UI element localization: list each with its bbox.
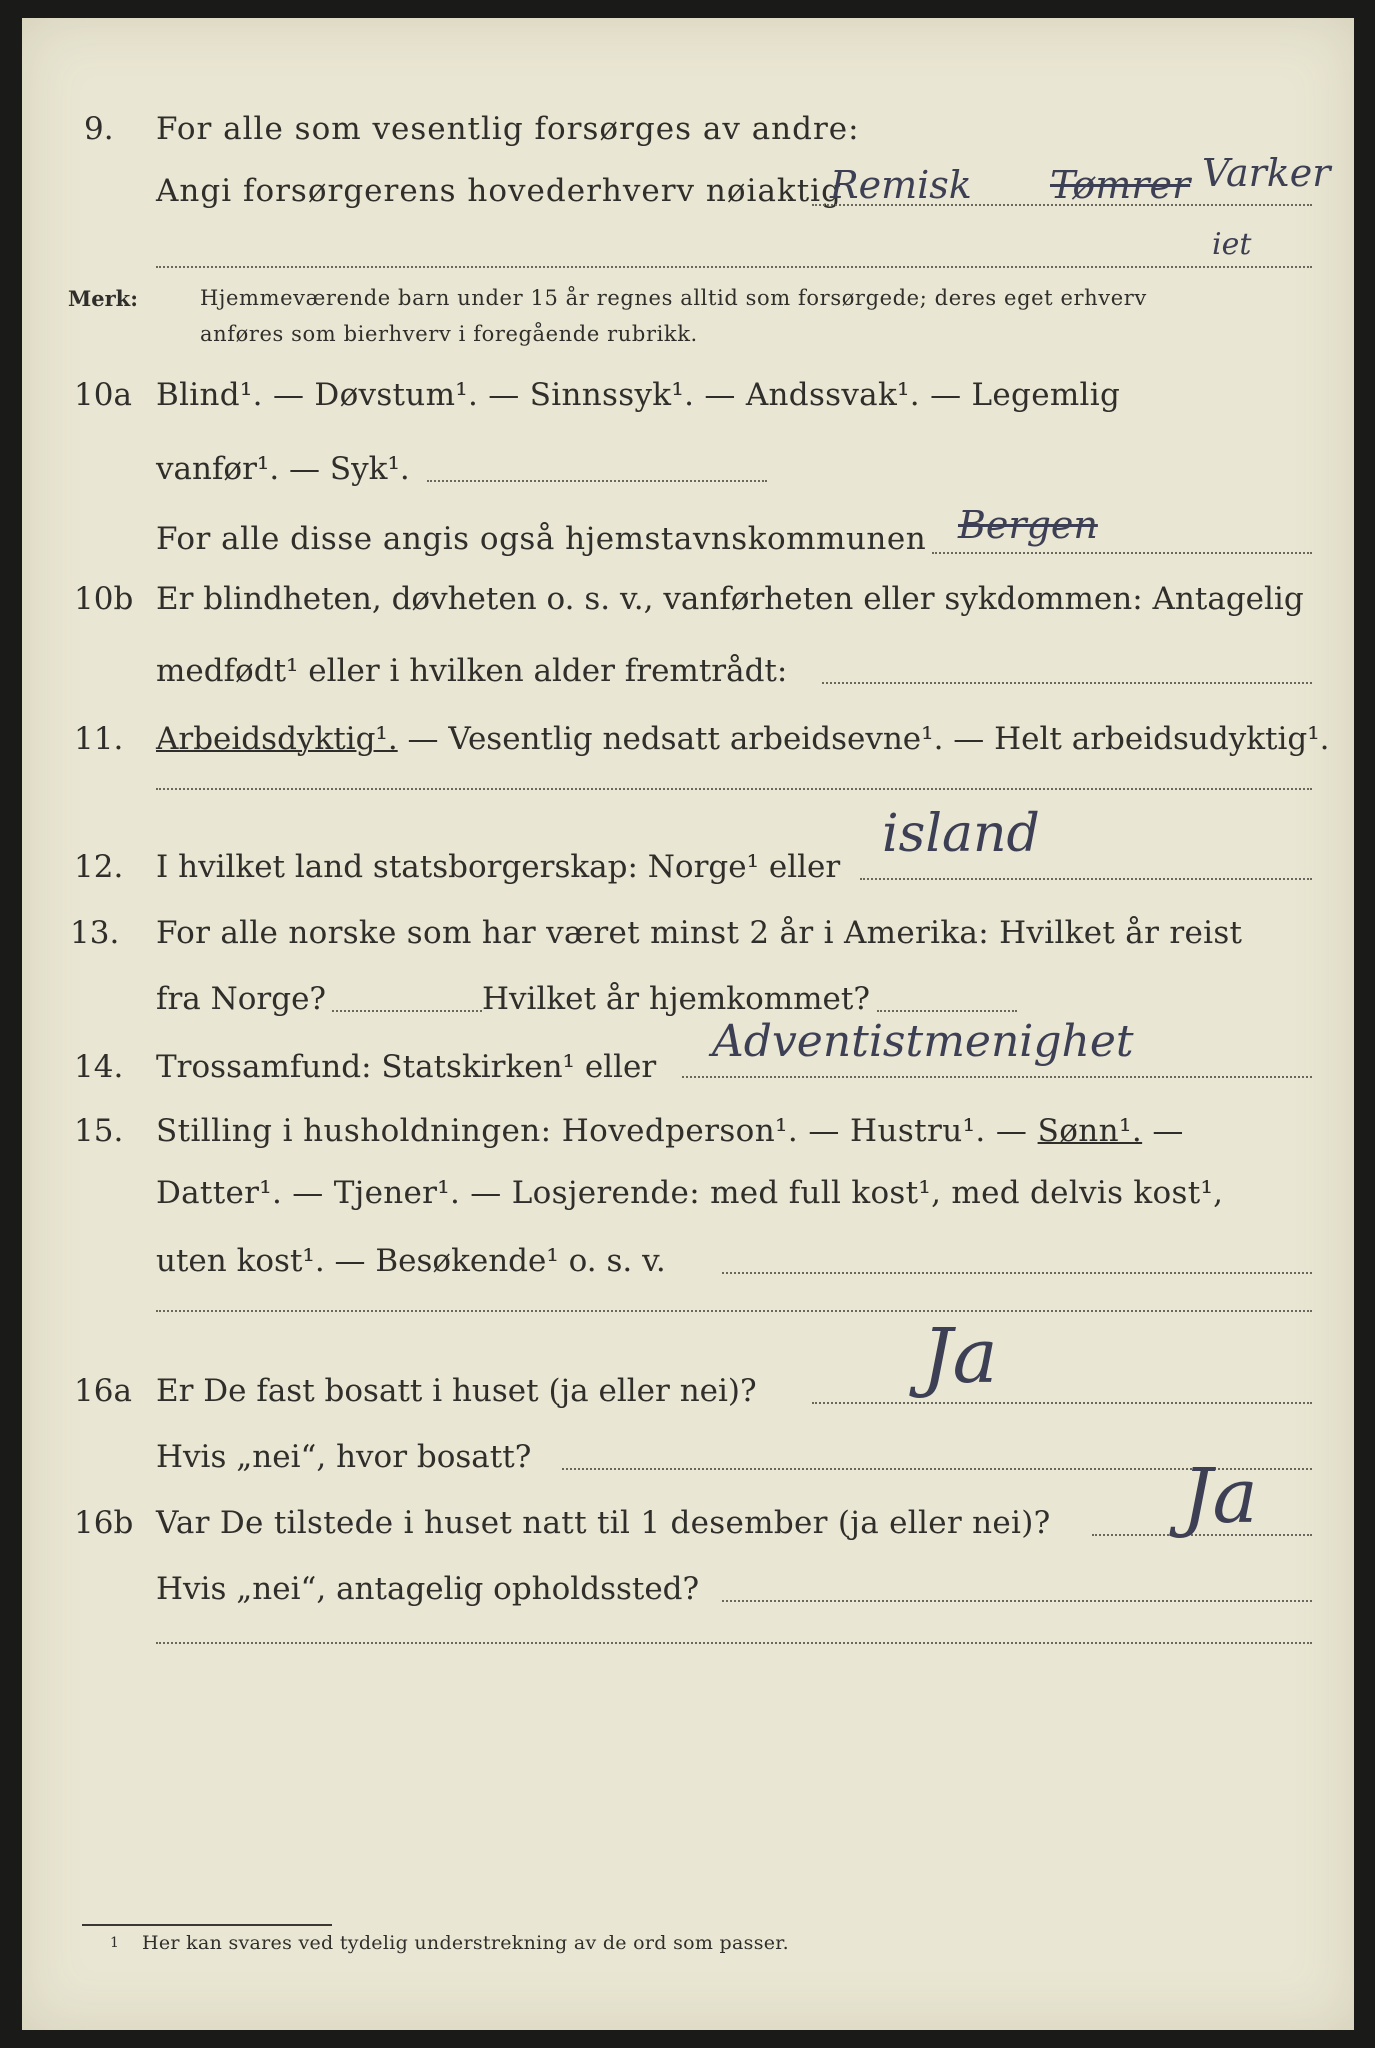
q15-number: 15. — [74, 1113, 124, 1149]
note-line1: Hjemmeværende barn under 15 år regnes alltid som forsørgede; deres eget erhverv — [200, 286, 1147, 310]
q10a-line3: For alle disse angis også hjemstavnskommunen — [156, 521, 927, 557]
q9-answer-a: Remisk — [830, 163, 972, 207]
q11-arbeidsdyktig-selected: Arbeidsdyktig¹. — [156, 721, 398, 757]
census-form-page — [22, 18, 1354, 2030]
q15-line1b: — — [1152, 1113, 1184, 1149]
q14-answer-line — [682, 1076, 1312, 1078]
q9-answer-line-2 — [156, 266, 1312, 268]
q15-answer-line-2 — [156, 1310, 1312, 1312]
q13-reist-line — [332, 1010, 482, 1012]
q15-answer-line — [722, 1272, 1312, 1274]
q13-line2b: Hvilket år hjemkommet? — [482, 981, 870, 1017]
q12-answer: island — [882, 804, 1040, 864]
note-line2: anføres som bierhverv i foregående rubrikk. — [200, 322, 698, 346]
q13-line2a: fra Norge? — [156, 981, 327, 1017]
q10a-syk-line — [427, 480, 767, 482]
q11-rest: — Vesentlig nedsatt arbeidsevne¹. — Helt arbeidsudyktig¹. — [397, 721, 1330, 757]
q13-hjemkommet-line — [877, 1010, 1017, 1012]
q9-number: 9. — [84, 111, 114, 147]
q16b-number: 16b — [74, 1505, 134, 1541]
q16a-answer-line — [812, 1402, 1312, 1404]
footnote-text: Her kan svares ved tydelig understrekning av de ord som passer. — [142, 1932, 789, 1954]
q14-answer: Adventistmenighet — [712, 1016, 1134, 1067]
q9-line2: Angi forsørgerens hovederhverv nøiaktig — [156, 173, 842, 209]
q10a-line1: Blind¹. — Døvstum¹. — Sinnssyk¹. — Andssvak¹. — Legemlig — [156, 377, 1121, 413]
q10b-answer-line — [822, 682, 1312, 684]
q10a-answer-struck: Bergen — [958, 503, 1098, 547]
q9-answer-c: iet — [1212, 227, 1252, 262]
q16a-line1: Er De fast bosatt i huset (ja eller nei)? — [156, 1373, 757, 1409]
q16b-line2: Hvis „nei“, antagelig opholdssted? — [156, 1571, 700, 1607]
q16a-line2: Hvis „nei“, hvor bosatt? — [156, 1439, 532, 1475]
q16a-answer: Ja — [922, 1311, 998, 1400]
q15-line2: Datter¹. — Tjener¹. — Losjerende: med full kost¹, med delvis kost¹, — [156, 1175, 1224, 1211]
footnote-marker: 1 — [110, 1935, 119, 1951]
q9-answer-struck: Tømrer — [1050, 163, 1191, 207]
q15-line1a: Stilling i husholdningen: Hovedperson¹. — Hustru¹. — — [156, 1113, 1028, 1149]
q11-answer-line — [156, 788, 1312, 790]
q15-sonn-selected: Sønn¹. — [1037, 1113, 1143, 1149]
note-label: Merk: — [68, 286, 138, 311]
q10b-line2: medfødt¹ eller i hvilken alder fremtrådt: — [156, 653, 788, 689]
q16b-answer: Ja — [1182, 1451, 1258, 1540]
q16b-line1: Var De tilstede i huset natt til 1 desember (ja eller nei)? — [156, 1505, 1051, 1541]
q11-text — [156, 721, 1330, 757]
q14-text: Trossamfund: Statskirken¹ eller — [156, 1049, 657, 1085]
q15-line1 — [156, 1113, 1184, 1149]
q13-line1: For alle norske som har været minst 2 år i Amerika: Hvilket år reist — [156, 915, 1243, 951]
footnote-rule — [82, 1924, 332, 1926]
q9-answer-b: Varker — [1202, 151, 1331, 195]
q10a-line2: vanfør¹. — Syk¹. — [156, 451, 410, 487]
q10b-number: 10b — [74, 581, 134, 617]
q16b-opholdssted-line — [722, 1600, 1312, 1602]
q16b-answer-line-2 — [156, 1642, 1312, 1644]
q12-text: I hvilket land statsborgerskap: Norge¹ eller — [156, 849, 841, 885]
q12-number: 12. — [74, 849, 124, 885]
q10a-number: 10a — [74, 377, 132, 413]
q16a-number: 16a — [74, 1373, 132, 1409]
q12-answer-line — [860, 878, 1312, 880]
q11-number: 11. — [74, 721, 124, 757]
q14-number: 14. — [74, 1049, 124, 1085]
q13-number: 13. — [70, 915, 120, 951]
q15-line3: uten kost¹. — Besøkende¹ o. s. v. — [156, 1243, 666, 1279]
q9-line1: For alle som vesentlig forsørges av andre: — [156, 111, 860, 147]
q10a-answer-line — [932, 552, 1312, 554]
q10b-line1: Er blindheten, døvheten o. s. v., vanførheten eller sykdommen: Antagelig — [156, 581, 1304, 617]
